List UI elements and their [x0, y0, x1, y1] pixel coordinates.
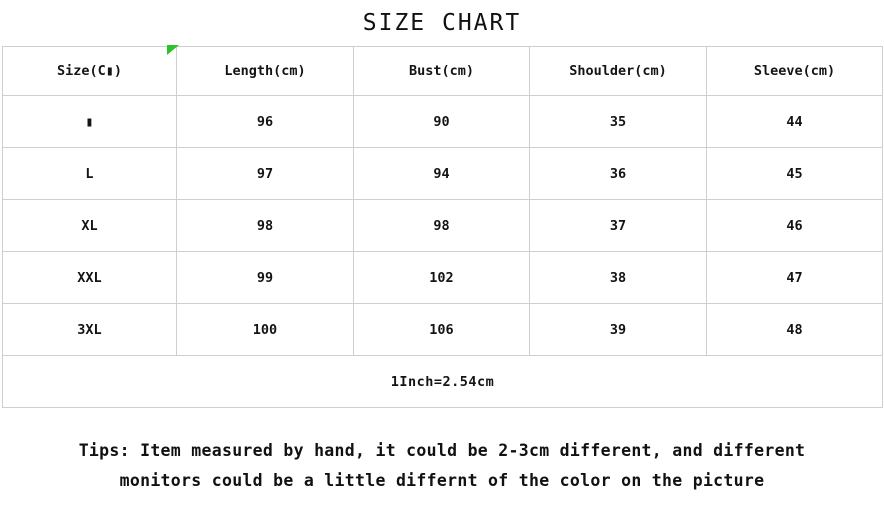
cell-length: 96 [177, 96, 354, 148]
column-header-bust: Bust(cm) [354, 47, 530, 96]
table-row [3, 148, 883, 200]
table-row [3, 252, 883, 304]
cell-sleeve: 44 [707, 96, 883, 148]
cell-size: XXL [3, 252, 177, 304]
size-table-wrapper [0, 46, 884, 408]
cell-size: XL [3, 200, 177, 252]
cell-sleeve: 45 [707, 148, 883, 200]
cell-shoulder: 37 [530, 200, 707, 252]
table-row [3, 304, 883, 356]
column-header-size: Size(C▮) [3, 47, 177, 96]
cell-shoulder: 35 [530, 96, 707, 148]
tips-line-1: Tips: Item measured by hand, it could be 2-3cm different, and different [78, 441, 806, 460]
cell-sleeve: 46 [707, 200, 883, 252]
conversion-note: 1Inch=2.54cm [3, 356, 883, 408]
table-row [3, 200, 883, 252]
cell-size: 3XL [3, 304, 177, 356]
cell-sleeve: 48 [707, 304, 883, 356]
cell-bust: 106 [354, 304, 530, 356]
cell-length: 97 [177, 148, 354, 200]
cell-sleeve: 47 [707, 252, 883, 304]
cell-length: 100 [177, 304, 354, 356]
cell-shoulder: 36 [530, 148, 707, 200]
column-header-length: Length(cm) [177, 47, 354, 96]
column-header-sleeve: Sleeve(cm) [707, 47, 883, 96]
table-header-row [3, 47, 883, 96]
column-header-shoulder: Shoulder(cm) [530, 47, 707, 96]
cell-length: 98 [177, 200, 354, 252]
cell-bust: 98 [354, 200, 530, 252]
cell-bust: 94 [354, 148, 530, 200]
table-header [3, 47, 883, 96]
cell-bust: 90 [354, 96, 530, 148]
tips-block [0, 436, 884, 496]
cell-shoulder: 38 [530, 252, 707, 304]
tips-line-2: monitors could be a little differnt of the color on the picture [119, 471, 765, 490]
cell-size: ▮ [3, 96, 177, 148]
size-table [2, 46, 883, 408]
conversion-note-row [3, 356, 883, 408]
table-body [3, 96, 883, 408]
cell-shoulder: 39 [530, 304, 707, 356]
page-title: SIZE CHART [362, 10, 522, 36]
cell-size: L [3, 148, 177, 200]
cell-bust: 102 [354, 252, 530, 304]
cell-length: 99 [177, 252, 354, 304]
table-row [3, 96, 883, 148]
